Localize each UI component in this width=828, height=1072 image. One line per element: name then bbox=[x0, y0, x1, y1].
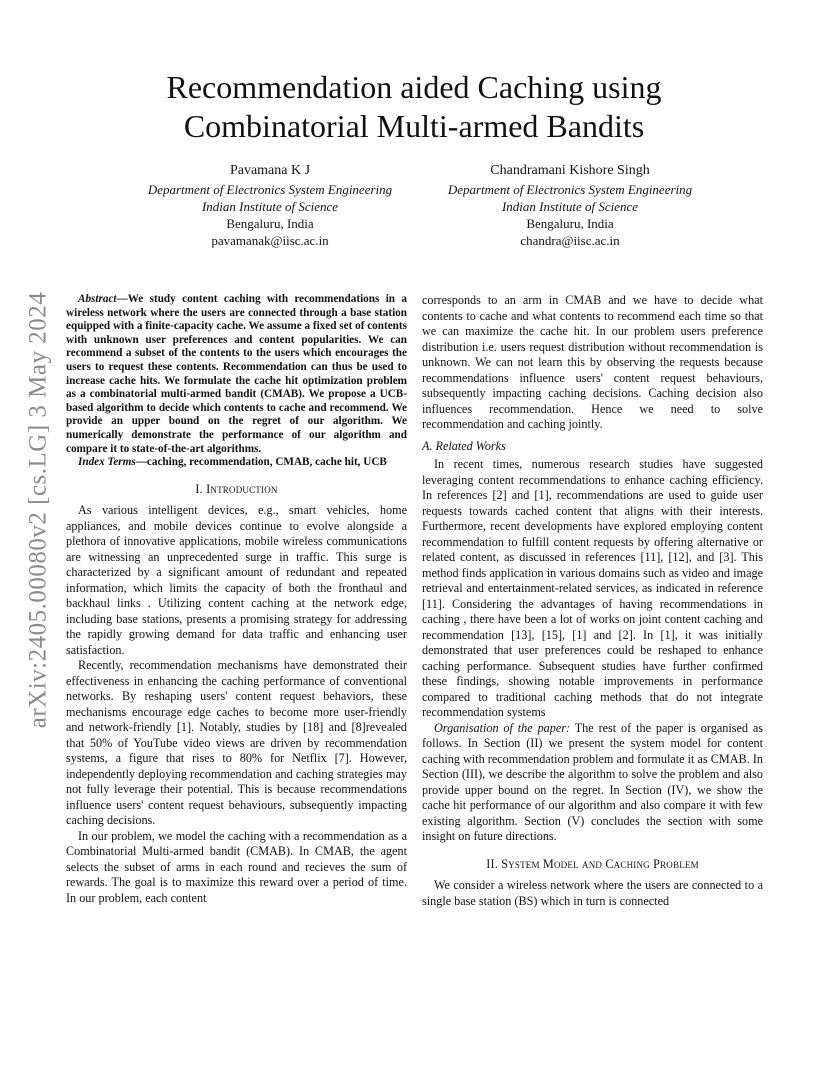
intro-paragraph-3: In our problem, we model the caching with a recommendation as a Combinatorial Multi-armed bandit (CMAB). In CMAB, the agent selects the subset of arms in each round and recieves the sum of rewards. The goal is to maximize this reward over a period of time. In our problem, each content bbox=[66, 828, 407, 905]
section-title: Introduction bbox=[206, 481, 278, 496]
abstract-label: Abstract bbox=[78, 293, 117, 305]
arxiv-stamp bbox=[18, 290, 58, 730]
subsection-heading-related-works: A. Related Works bbox=[422, 438, 506, 453]
section-number: II. bbox=[486, 856, 498, 871]
section-number: I. bbox=[195, 481, 203, 496]
author-institute: Indian Institute of Science bbox=[501, 199, 639, 214]
author-name: Pavamana K J bbox=[229, 163, 311, 178]
author-institute: Indian Institute of Science bbox=[201, 199, 339, 214]
organisation-text: The rest of the paper is organised as follows. In Section (II) we present the system model for content caching with recommendation problem and formulate it as CMAB. In Section (III), we describe the algorithm to solve the problem and also provide upper bound on the regret. In Section (IV), we show the cache hit performance of our algorithm and also compare it with few existing algorithm. Section (V) concludes the section with some insight on future directions. bbox=[422, 720, 764, 843]
author-department: Department of Electronics System Engineering bbox=[447, 182, 693, 197]
section-heading-introduction bbox=[66, 482, 407, 498]
intro-continuation: corresponds to an arm in CMAB and we have to decide what contents to cache and what contents to recommend each time so that we can maximize the cache hit. In our problem users preference distribution i.e. users request distribution without recommendation is unknown. We can not learn this by observing the requests because recommendations influence users' content request behaviours, subsequently impacting caching decisions. Caching decision also influences recommendation. Hence we need to solve recommendation and caching jointly. bbox=[422, 293, 763, 431]
author-email[interactable]: chandra@iisc.ac.in bbox=[520, 233, 620, 248]
section-title: System Model and Caching Problem bbox=[501, 856, 699, 871]
arxiv-stamp-text: arXiv:2405.00080v2 [cs.LG] 3 May 2024 bbox=[24, 291, 51, 729]
organisation-paragraph bbox=[422, 721, 763, 845]
intro-paragraph-1: As various intelligent devices, e.g., smart vehicles, home appliances, and mobile devices continue to evolve alongside a plethora of innovative applications, mobile wireless communications are witnessing an unprecedented surge in traffic. This surge is characterized by a significant amount of redundant and repeated information, which limits the capacity of both the fronthaul and backhaul links . Utilizing content caching at the network edge, including base stations, presents a promising strategy for addressing the rapidly growing demand for data traffic and enhancing user satisfaction. bbox=[66, 503, 407, 657]
intro-paragraph-2: Recently, recommendation mechanisms have demonstrated their effectiveness in enhancing the caching performance of conventional networks. By reshaping users' content request behaviors, these mechanisms encourage edge caches to become more user-friendly and network-friendly [1]. Notably, studies by [18] and [8]revealed that 50% of YouTube video views are driven by recommendation systems, a figure that rises to 80% for Netflix [7]. However, independently deploying recommendation and caching strategies may not fully leverage their potential. This is because recommendations influence users' content request behaviours, subsequently impacting caching decisions. bbox=[66, 658, 407, 828]
index-terms-text: —caching, recommendation, CMAB, cache hit, UCB bbox=[135, 456, 387, 469]
right-column bbox=[422, 293, 763, 909]
author-block-1 bbox=[105, 162, 435, 249]
organisation-label: Organisation of the paper: bbox=[434, 720, 571, 735]
abstract-text: —We study content caching with recommendations in a wireless network where the users are connected through a base station equipped with a finite-capacity cache. We assume a fixed set of contents with unknown user preferences and content popularities. We can recommend a subset of the contents to the users which encourages the users to request these contents. Recommendation can thus be used to increase cache hits. We formulate the cache hit optimization problem as a combinatorial multi-armed bandit (CMAB). We propose a UCB-based algorithm to decide which contents to cache and recommend. We provide an upper bound on the regret of our algorithm. We numerically demonstrate the performance of our algorithm and compare it to state-of-the-art algorithms. bbox=[66, 293, 407, 455]
title-line-2: Combinatorial Multi-armed Bandits bbox=[183, 108, 645, 144]
paper-title bbox=[60, 68, 768, 146]
author-city: Bengaluru, India bbox=[526, 216, 614, 231]
author-department: Department of Electronics System Engineering bbox=[147, 182, 393, 197]
left-column bbox=[66, 293, 407, 906]
index-terms-label: Index Terms bbox=[78, 456, 136, 469]
system-model-paragraph: We consider a wireless network where the users are connected to a single base station (BS) which in turn is connected bbox=[422, 878, 763, 908]
related-works-paragraph: In recent times, numerous research studies have suggested leveraging content recommendations to enhance caching efficiency. In references [2] and [1], recommendations are used to guide user requests towards cached content that aligns with their interests. Furthermore, recent developments have explored employing content recommendation to fulfill content requests by offering alternative or related content, as discussed in references [11], [12], and [3]. This method finds application in various domains such as video and image retrieval and entertainment-related services, as indicated in reference [11]. Considering the advantages of having recommendations in caching , there have been a lot of works on joint content caching and recommendation [13], [15], [1] and [2]. In [1], it was initially demonstrated that user preferences could be reshaped to enhance caching performance. Subsequent studies have further confirmed these findings, showing notable improvements in performance compared to traditional caching methods that do not integrate recommendation systems bbox=[422, 457, 763, 719]
abstract bbox=[66, 293, 407, 456]
author-name: Chandramani Kishore Singh bbox=[490, 163, 650, 178]
author-block-2 bbox=[405, 162, 735, 249]
author-email[interactable]: pavamanak@iisc.ac.in bbox=[211, 233, 329, 248]
index-terms bbox=[66, 456, 407, 470]
section-heading-system-model bbox=[422, 857, 763, 873]
author-city: Bengaluru, India bbox=[226, 216, 314, 231]
title-line-1: Recommendation aided Caching using bbox=[166, 69, 662, 105]
